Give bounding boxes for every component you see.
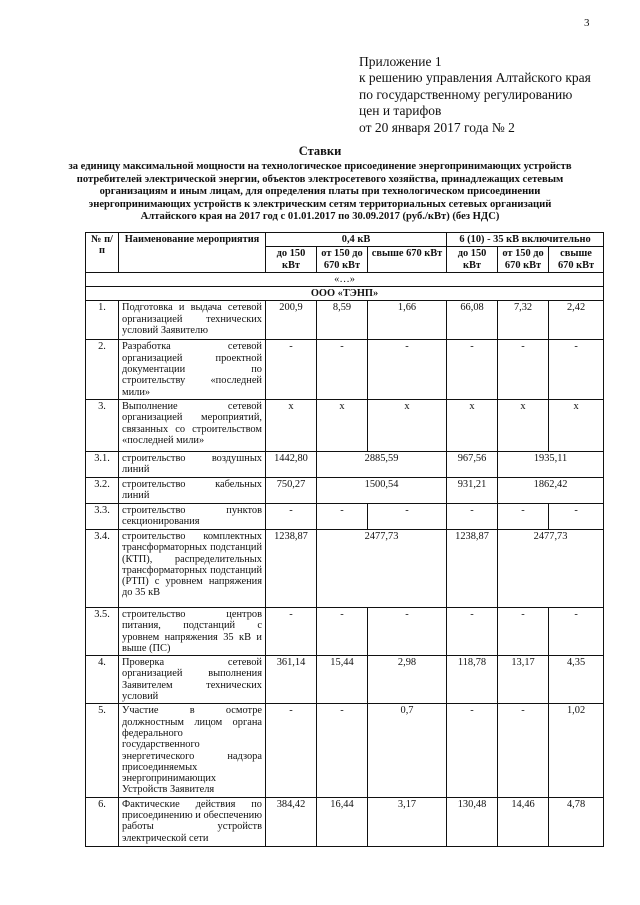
value-cell: -	[498, 607, 549, 655]
value-cell: 1,66	[368, 301, 447, 340]
row-name-cell: строительство комплектных трансформаторных подстанций (КТП), распределительных трансформаторных подстанций (РТП) с уровнем напряжения до 35 кВ	[119, 529, 266, 607]
table-row	[86, 477, 604, 503]
value-cell: -	[368, 340, 447, 399]
value-cell: 2,98	[368, 656, 447, 704]
value-cell: x	[368, 399, 447, 451]
subheader-cell: от 150 до 670 кВт	[317, 247, 368, 273]
subheader-cell: до 150 кВт	[447, 247, 498, 273]
value-cell: -	[498, 503, 549, 529]
merged-value-cell: 2477,73	[498, 529, 604, 607]
row-number-cell: 2.	[86, 340, 119, 399]
merged-value-cell: 1862,42	[498, 477, 604, 503]
value-cell: 967,56	[447, 451, 498, 477]
merged-value-cell: 1500,54	[317, 477, 447, 503]
value-cell: 200,9	[266, 301, 317, 340]
table-row	[86, 451, 604, 477]
value-cell: -	[498, 704, 549, 797]
value-cell: -	[447, 607, 498, 655]
value-cell: 384,42	[266, 797, 317, 846]
value-cell: -	[266, 607, 317, 655]
table-row	[86, 399, 604, 451]
row-number-cell: 4.	[86, 656, 119, 704]
appendix-line: цен и тарифов	[359, 103, 442, 119]
value-cell: -	[447, 340, 498, 399]
value-cell: 16,44	[317, 797, 368, 846]
value-cell: 0,7	[368, 704, 447, 797]
value-cell: -	[549, 607, 604, 655]
appendix-line: по государственному регулированию	[359, 86, 573, 102]
merged-value-cell: 1935,11	[498, 451, 604, 477]
value-cell: 66,08	[447, 301, 498, 340]
value-cell: 130,48	[447, 797, 498, 846]
appendix-line: от 20 января 2017 года № 2	[359, 119, 515, 135]
value-cell: -	[498, 340, 549, 399]
value-cell: 361,14	[266, 656, 317, 704]
value-cell: -	[317, 704, 368, 797]
value-cell: 1,02	[549, 704, 604, 797]
row-name-cell: Подготовка и выдача сетевой организацией технических условий Заявителю	[119, 301, 266, 340]
ellipsis-row	[86, 272, 604, 286]
value-cell: 750,27	[266, 477, 317, 503]
row-number-cell: 3.	[86, 399, 119, 451]
row-name-cell: строительство центров питания, подстанций с уровнем напряжения 35 кВ и выше (ПС)	[119, 607, 266, 655]
row-name-cell: Участие в осмотре должностным лицом органа федерального государственного энергетического надзора присоединяемых энергопринимающих Устройств Заявителя	[119, 704, 266, 797]
header-num: № п/п	[86, 233, 119, 273]
table-row	[86, 340, 604, 399]
value-cell: 1238,87	[266, 529, 317, 607]
row-number-cell: 3.2.	[86, 477, 119, 503]
value-cell: -	[317, 503, 368, 529]
value-cell: 1238,87	[447, 529, 498, 607]
value-cell: -	[447, 704, 498, 797]
row-name-cell: Разработка сетевой организацией проектной документации по строительству «последней мили»	[119, 340, 266, 399]
row-name-cell: Проверка сетевой организацией выполнения Заявителем технических условий	[119, 656, 266, 704]
document-subtitle: за единицу максимальной мощности на технологическое присоединение энергопринимающих устройств потребителей электрической энергии, объектов электросетевого хозяйства, принадлежащих сетевым организациям и иным лицам, для определения платы при технологическом присоединении энергопринимающих устройств к электрическим сетям территориальных сетевых организаций Алтайского края на 2017 год с 01.01.2017 по 30.09.2017 (руб./кВт) (без НДС)	[68, 161, 572, 223]
row-name-cell: Выполнение сетевой организацией мероприятий, связанных со строительством «последней мили»	[119, 399, 266, 451]
value-cell: -	[266, 340, 317, 399]
value-cell: 13,17	[498, 656, 549, 704]
row-number-cell: 3.1.	[86, 451, 119, 477]
header-group-6-35kv: 6 (10) - 35 кВ включительно	[447, 233, 604, 247]
row-number-cell: 3.4.	[86, 529, 119, 607]
table-row	[86, 529, 604, 607]
value-cell: 1442,80	[266, 451, 317, 477]
table-row	[86, 656, 604, 704]
value-cell: -	[368, 503, 447, 529]
appendix-line: Приложение 1	[359, 54, 442, 69]
value-cell: 4,35	[549, 656, 604, 704]
value-cell: 118,78	[447, 656, 498, 704]
value-cell: 931,21	[447, 477, 498, 503]
value-cell: 2,42	[549, 301, 604, 340]
value-cell: -	[447, 503, 498, 529]
document-title: Ставки	[298, 144, 342, 158]
row-number-cell: 1.	[86, 301, 119, 340]
value-cell: 15,44	[317, 656, 368, 704]
value-cell: x	[549, 399, 604, 451]
value-cell: -	[317, 340, 368, 399]
appendix-block	[359, 54, 591, 136]
table-row	[86, 704, 604, 797]
table-row	[86, 797, 604, 846]
row-name-cell: Фактические действия по присоединению и обеспечению работы устройств электрической сети	[119, 797, 266, 846]
row-number-cell: 3.3.	[86, 503, 119, 529]
table-row	[86, 607, 604, 655]
ellipsis-cell: «…»	[86, 272, 604, 286]
table-header-row	[86, 233, 604, 247]
row-number-cell: 5.	[86, 704, 119, 797]
header-name: Наименование мероприятия	[119, 233, 266, 273]
rates-table	[85, 232, 604, 847]
value-cell: -	[266, 503, 317, 529]
value-cell: 4,78	[549, 797, 604, 846]
value-cell: 7,32	[498, 301, 549, 340]
subheader-cell: свыше 670 кВт	[368, 247, 447, 273]
value-cell: x	[317, 399, 368, 451]
org-name-cell: ООО «ТЭНП»	[86, 287, 604, 301]
value-cell: 3,17	[368, 797, 447, 846]
value-cell: 8,59	[317, 301, 368, 340]
appendix-line: к решению управления Алтайского края	[359, 70, 591, 86]
row-name-cell: строительство воздушных линий	[119, 451, 266, 477]
value-cell: -	[266, 704, 317, 797]
subheader-cell: от 150 до 670 кВт	[498, 247, 549, 273]
value-cell: 14,46	[498, 797, 549, 846]
merged-value-cell: 2477,73	[317, 529, 447, 607]
value-cell: x	[498, 399, 549, 451]
table-row	[86, 503, 604, 529]
subheader-cell: свыше 670 кВт	[549, 247, 604, 273]
value-cell: -	[549, 340, 604, 399]
value-cell: -	[368, 607, 447, 655]
row-name-cell: строительство пунктов секционирования	[119, 503, 266, 529]
header-group-04kv: 0,4 кВ	[266, 233, 447, 247]
value-cell: x	[266, 399, 317, 451]
document-heading	[60, 144, 580, 224]
value-cell: x	[447, 399, 498, 451]
row-number-cell: 3.5.	[86, 607, 119, 655]
merged-value-cell: 2885,59	[317, 451, 447, 477]
value-cell: -	[549, 503, 604, 529]
row-name-cell: строительство кабельных линий	[119, 477, 266, 503]
page-number: 3	[584, 17, 590, 29]
table-row	[86, 301, 604, 340]
value-cell: -	[317, 607, 368, 655]
row-number-cell: 6.	[86, 797, 119, 846]
subheader-cell: до 150 кВт	[266, 247, 317, 273]
org-row	[86, 287, 604, 301]
